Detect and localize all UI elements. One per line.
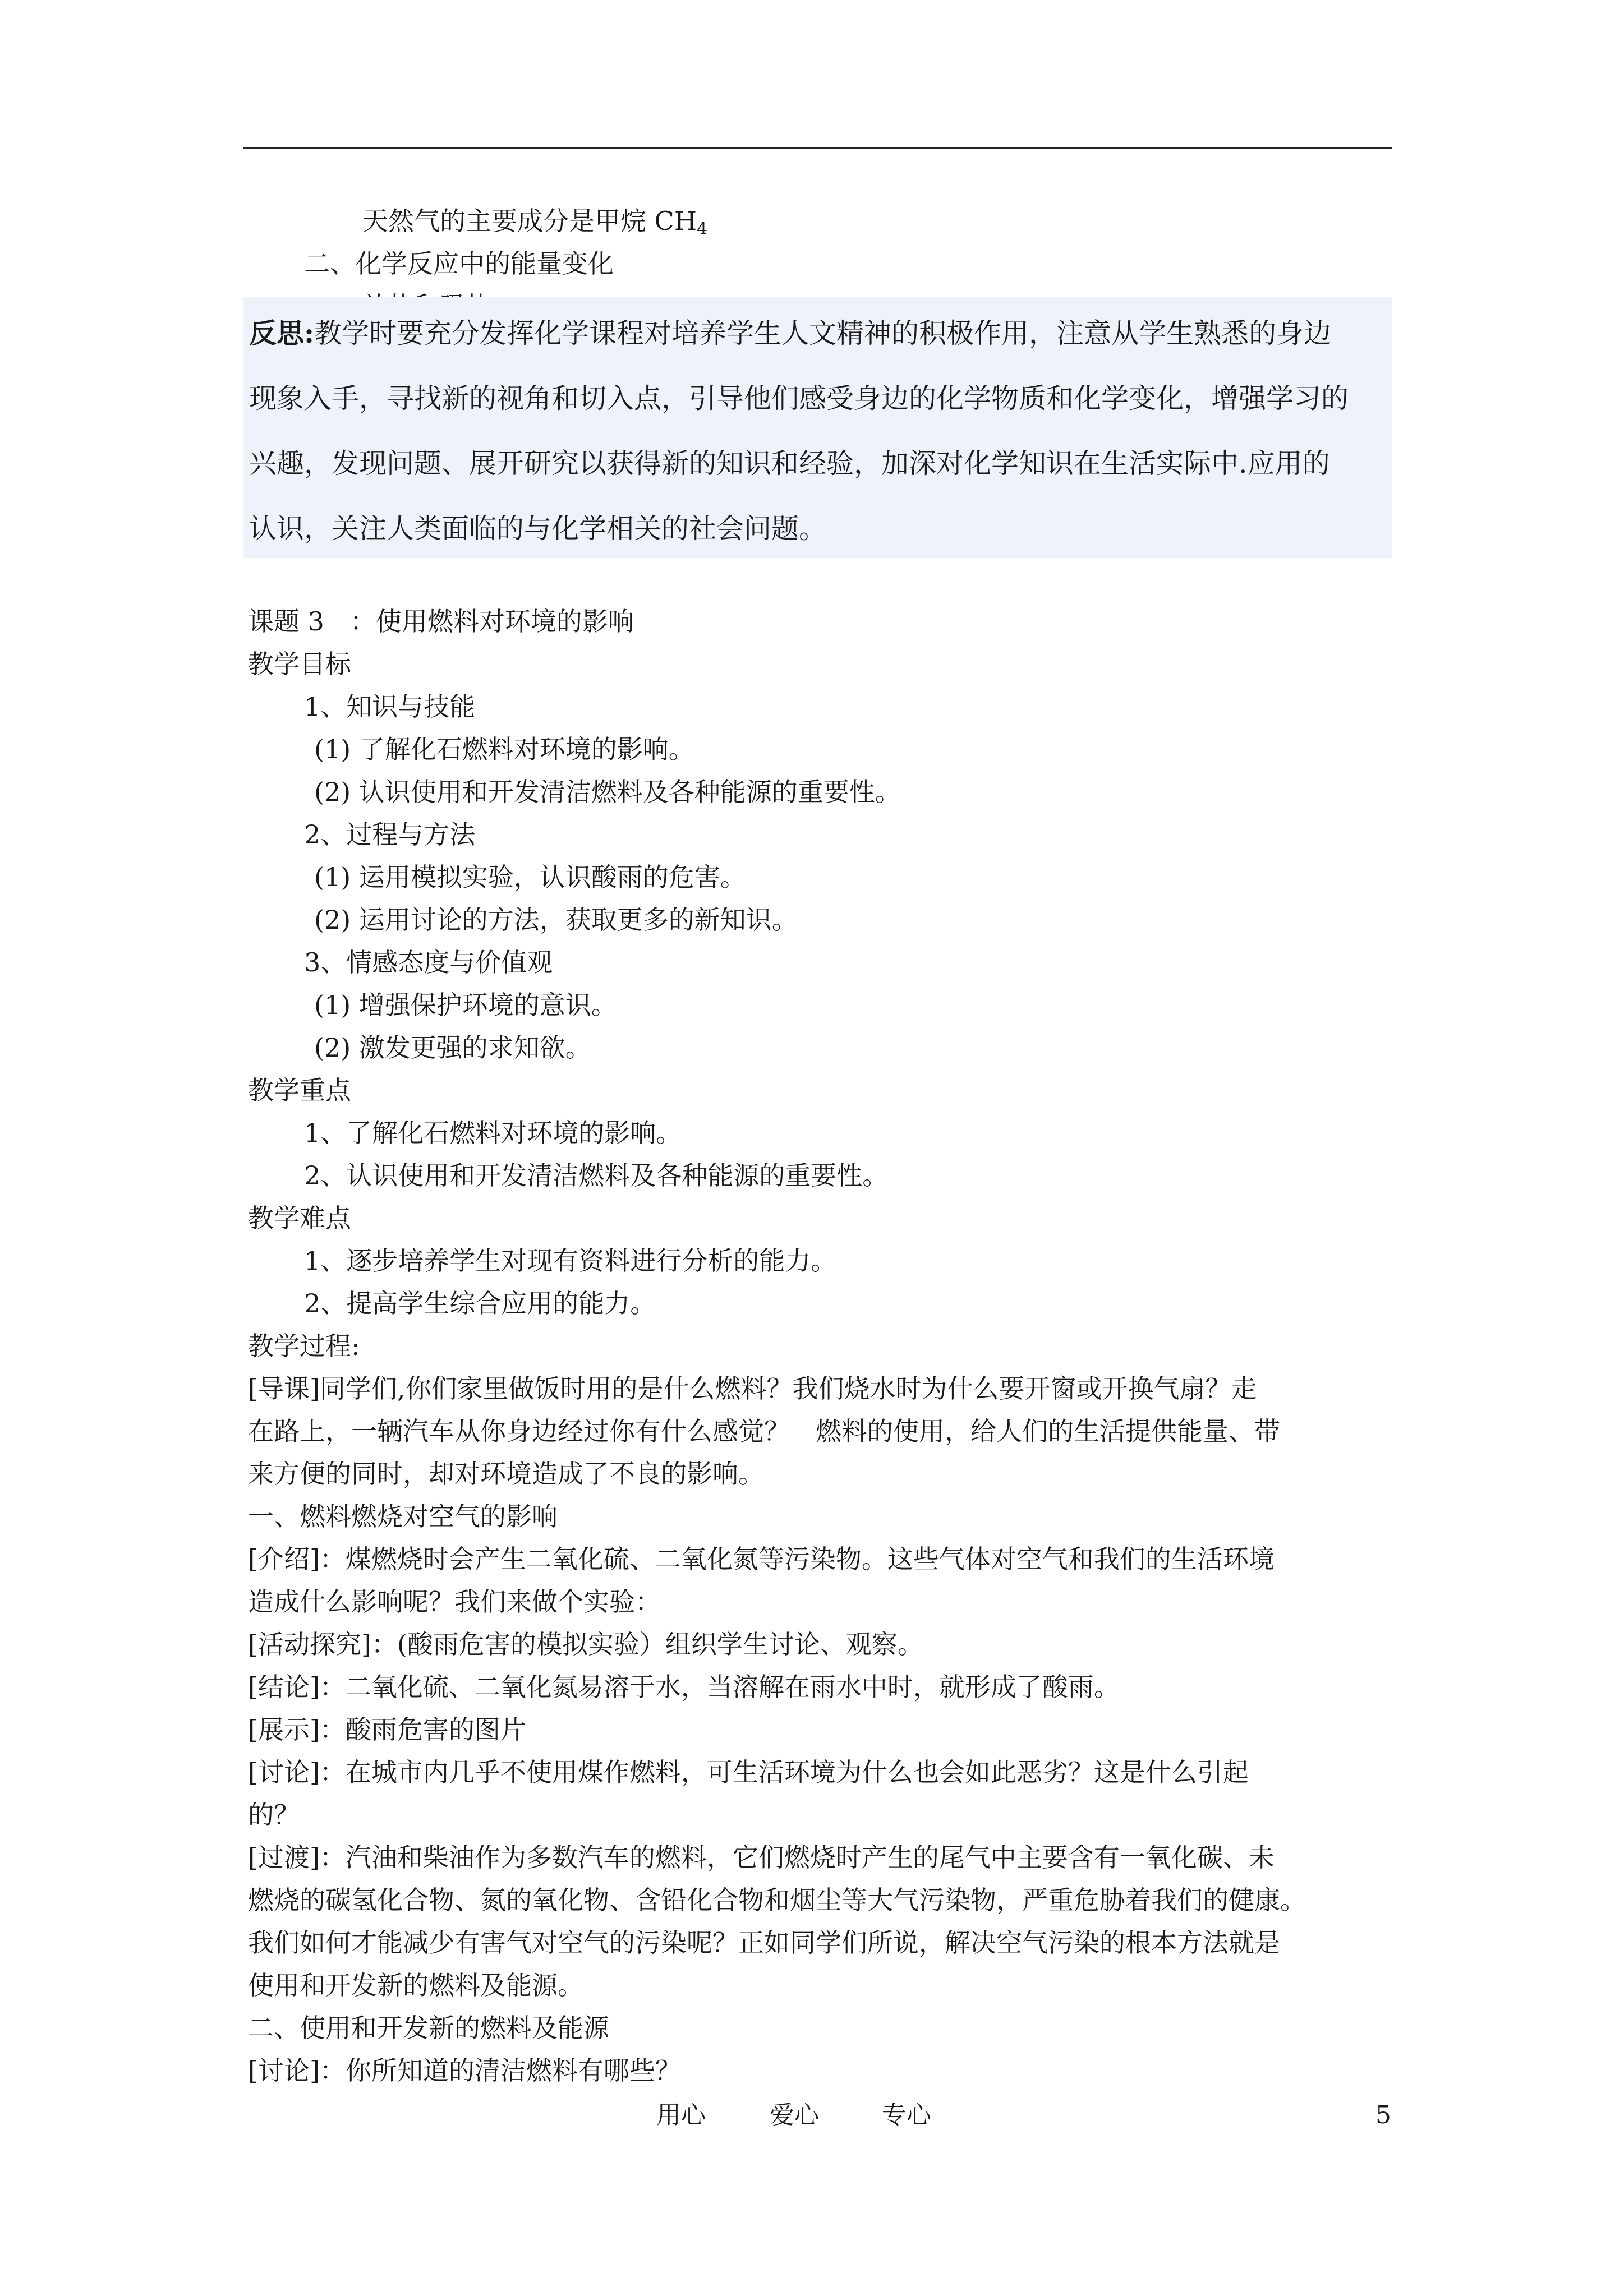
reflection-label: 反思: <box>249 317 315 349</box>
heading-objectives: 教学目标 <box>248 649 351 679</box>
objective-3: 3、情感态度与价值观 <box>304 947 553 978</box>
reflection-line-3: 兴趣，发现问题、展开研究以获得新的知识和经验，加深对化学知识在生活实际中.应用的 <box>249 448 1330 480</box>
difficulty-1: 1、逐步培养学生对现有资料进行分析的能力。 <box>304 1246 837 1276</box>
activity-line: [活动探究]：(酸雨危害的模拟实验）组织学生讨论、观察。 <box>248 1629 923 1659</box>
page-number: 5 <box>1375 2101 1391 2129</box>
reflection-line-1: 反思:教学时要充分发挥化学课程对培养学生人文精神的积极作用，注意从学生熟悉的身边 <box>249 317 1332 349</box>
methane-line: 天然气的主要成分是甲烷 $CH_4$ <box>362 206 708 239</box>
intro-line-2: 在路上，一辆汽车从你身边经过你有什么感觉？ 燃料的使用，给人们的生活提供能量、带 <box>248 1416 1280 1446</box>
reflection-text <box>249 301 1388 561</box>
conclusion-line: [结论]：二氧化硫、二氧化氮易溶于水，当溶解在雨水中时，就形成了酸雨。 <box>248 1672 1120 1702</box>
transition-line-4: 使用和开发新的燃料及能源。 <box>248 1970 583 2000</box>
discussion-clean-fuels: [讨论]：你所知道的清洁燃料有哪些？ <box>248 2055 681 2086</box>
objective-1-1: (1) 了解化石燃料对环境的影响。 <box>314 734 694 764</box>
reflection-line-2: 现象入手，寻找新的视角和切入点，引导他们感受身边的化学物质和化学变化，增强学习的 <box>249 382 1349 414</box>
objective-3-2: (2) 激发更强的求知欲。 <box>314 1032 591 1063</box>
footer-motto-1: 用心 <box>656 2101 706 2129</box>
section-air-impact: 一、燃料燃烧对空气的影响 <box>248 1501 558 1532</box>
lesson-title: 课题 3 ：使用燃料对环境的影响 <box>248 606 634 637</box>
objective-2-2: (2) 运用讨论的方法，获取更多的新知识。 <box>314 905 798 935</box>
transition-line-1: [过渡]：汽油和柴油作为多数汽车的燃料，它们燃烧时产生的尾气中主要含有一氧化碳、未 <box>248 1842 1275 1873</box>
objective-1-2: (2) 认识使用和开发清洁燃料及各种能源的重要性。 <box>314 777 901 807</box>
introduce-line-2: 造成什么影响呢？我们来做个实验： <box>248 1587 661 1617</box>
objective-2: 2、过程与方法 <box>304 819 476 850</box>
difficulty-2: 2、提高学生综合应用的能力。 <box>304 1288 656 1318</box>
footer-motto-3: 专心 <box>882 2101 931 2129</box>
objective-3-1: (1) 增强保护环境的意识。 <box>314 990 617 1020</box>
heading-difficulties: 教学难点 <box>248 1203 351 1233</box>
transition-line-2: 燃烧的碳氢化合物、氮的氧化物、含铅化合物和烟尘等大气污染物，严重危胁着我们的健康。 <box>248 1885 1306 1915</box>
objective-2-1: (1) 运用模拟实验，认识酸雨的危害。 <box>314 862 746 892</box>
heading-key-points: 教学重点 <box>248 1075 351 1105</box>
key-point-1: 1、了解化石燃料对环境的影响。 <box>304 1118 682 1148</box>
key-point-2: 2、认识使用和开发清洁燃料及各种能源的重要性。 <box>304 1160 889 1191</box>
introduce-line-1: [介绍]：煤燃烧时会产生二氧化硫、二氧化氮等污染物。这些气体对空气和我们的生活环境 <box>248 1544 1275 1574</box>
reflection-line-4: 认识，关注人类面临的与化学相关的社会问题。 <box>249 513 827 545</box>
intro-line-1: [导课]同学们,你们家里做饭时用的是什么燃料？我们烧水时为什么要开窗或开换气扇？走 <box>248 1373 1257 1404</box>
subscript-4: 4 <box>696 219 708 239</box>
intro-line-3: 来方便的同时，却对环境造成了不良的影响。 <box>248 1459 764 1489</box>
discussion-line-2: 的？ <box>248 1800 300 1830</box>
discussion-line-1: [讨论]：在城市内几乎不使用煤作燃料，可生活环境为什么也会如此恶劣？这是什么引起 <box>248 1757 1249 1787</box>
transition-line-3: 我们如何才能减少有害气对空气的污染呢？正如同学们所说，解决空气污染的根本方法就是 <box>248 1928 1280 1958</box>
section-new-fuels: 二、使用和开发新的燃料及能源 <box>248 2013 609 2043</box>
footer-motto-2: 爱心 <box>770 2101 819 2129</box>
heading-process: 教学过程: <box>248 1331 360 1361</box>
display-line: [展示]：酸雨危害的图片 <box>248 1714 526 1745</box>
objective-1: 1、知识与技能 <box>304 691 476 722</box>
section-heading-energy: 二、化学反应中的能量变化 <box>304 248 614 279</box>
header-rule <box>243 147 1392 149</box>
